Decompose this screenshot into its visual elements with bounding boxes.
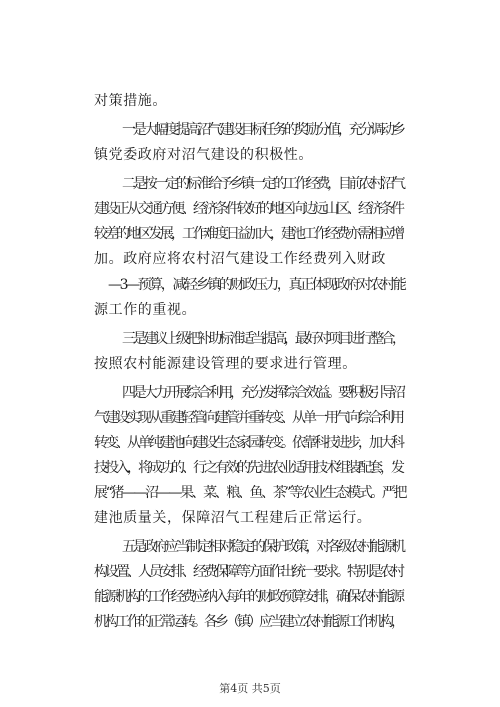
text-line-16: 展“猪——沼——果、菜、粮、鱼、茶”等农业生态模式。严把 (94, 485, 406, 501)
text-line-4: 二是按一定的标准给予乡镇一定的工作经费，目前农村沼气 (122, 176, 403, 192)
text-line-20: 能源机构的工作经费应纳入每年的财政预算安排，确保农村能源 (94, 589, 402, 605)
text-line-19: 构设置、人员安排、经费保障等方面作出统一要求。特别是农村 (94, 564, 402, 580)
text-line-2: 一是大幅度提高沼气建设目标任务的奖励分值，充分调动乡 (122, 122, 403, 138)
text-line-6: 较差的地区发展，工作难度日益加大，建池工作经费亦需相应增 (94, 226, 402, 242)
text-line-12: 四是大力开展综合利用，充分发挥综合效益。要积极引导沼 (122, 385, 403, 401)
text-line-10: 三是建议上级把补助标准适当提高，最好对项目进行整合， (122, 331, 403, 347)
text-line-11: 按照农村能源建设管理的要求进行管理。 (94, 356, 357, 372)
text-line-14: 转变、从单纯建池向建设生态家园转变。依靠科技进步，加大科 (94, 435, 402, 451)
text-line-7: 加。政府应将农村沼气建设工作经费列入财政 (94, 251, 386, 267)
text-line-9: 源工作的重视。 (94, 302, 197, 318)
text-line-1: 对策措施。 (94, 93, 167, 109)
text-line-18: 五是政府应当制定相对稳定的保护政策，对各级农村能源机 (122, 539, 403, 555)
text-line-21: 机构工作的正常运转。各乡（镇）应当建立农村能源工作机构， (94, 614, 402, 630)
text-line-8: —3—预算，减轻乡镇的财政压力，真正体现政府对农村能 (108, 277, 405, 293)
text-line-5: 建设正从交通方便、经济条件较好的地区向边远山区、经济条件 (94, 201, 402, 217)
text-line-13: 气建设实现从重建轻管向建管并重转变、从单一用气向综合利用 (94, 410, 402, 426)
text-line-15: 技投入，将成功的、行之有效的先进农业适用技术组装配套，发 (94, 460, 402, 476)
text-line-17: 建池质量关，保障沼气工程建后正常运行。 (94, 510, 372, 526)
text-line-3: 镇党委政府对沼气建设的积极性。 (94, 147, 313, 163)
page-number-footer: 第4页 共5页 (219, 682, 281, 695)
